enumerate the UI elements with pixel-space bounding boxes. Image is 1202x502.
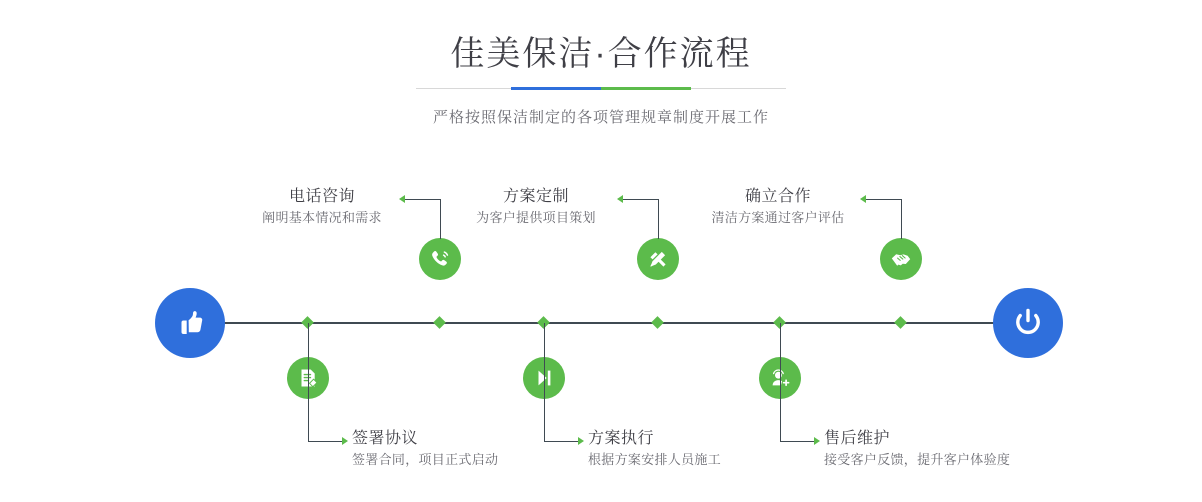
- connector-vertical-4: [544, 323, 545, 441]
- page-title: 佳美保洁·合作流程: [450, 35, 752, 73]
- step-desc-2: 签署合同，项目正式启动: [352, 452, 499, 467]
- connector-arrow-1: [399, 195, 405, 203]
- step-name-1: 电话咨询: [288, 188, 355, 205]
- step-icon-1: [419, 238, 461, 280]
- connector-vertical-2: [308, 323, 309, 441]
- timeline-end-node: [993, 288, 1063, 358]
- step-label-3: [458, 186, 614, 228]
- connector-horizontal-4: [544, 441, 578, 442]
- axis-marker-1: [433, 316, 446, 329]
- step-name-5: 确立合作: [744, 188, 811, 205]
- step-name-4: 方案执行: [588, 430, 655, 447]
- connector-vertical-6: [780, 323, 781, 441]
- connector-arrow-6: [814, 437, 820, 445]
- connector-vertical-1: [440, 199, 441, 239]
- connector-arrow-4: [578, 437, 584, 445]
- power-icon: [1009, 304, 1047, 342]
- step-desc-4: 根据方案安排人员施工: [588, 452, 722, 467]
- step-desc-5: 清洁方案通过客户评估: [711, 210, 845, 225]
- step-desc-1: 阐明基本情况和需求: [262, 210, 382, 225]
- step-label-6: [824, 428, 1084, 470]
- step-icon-5: [880, 238, 922, 280]
- connector-horizontal-3: [623, 199, 659, 200]
- diagram-header: [0, 30, 1202, 127]
- title-divider: [416, 84, 786, 94]
- connector-horizontal-1: [405, 199, 441, 200]
- step-name-3: 方案定制: [502, 188, 569, 205]
- connector-vertical-3: [658, 199, 659, 239]
- handshake-icon: [889, 247, 913, 271]
- connector-arrow-3: [617, 195, 623, 203]
- connector-horizontal-6: [780, 441, 814, 442]
- step-label-5: [700, 186, 856, 228]
- timeline-axis: [160, 322, 1042, 324]
- step-icon-3: [637, 238, 679, 280]
- axis-marker-5: [894, 316, 907, 329]
- phone-ring-icon: [428, 247, 452, 271]
- connector-horizontal-2: [308, 441, 342, 442]
- connector-horizontal-5: [866, 199, 902, 200]
- page-subtitle: 严格按照保洁制定的各项管理规章制度开展工作: [432, 109, 769, 126]
- step-name-2: 签署协议: [352, 430, 419, 447]
- axis-marker-3: [651, 316, 664, 329]
- step-label-4: [588, 428, 788, 470]
- divider-accent-green: [601, 87, 691, 90]
- step-name-6: 售后维护: [824, 430, 891, 447]
- divider-accent-blue: [511, 87, 601, 90]
- connector-vertical-5: [901, 199, 902, 239]
- step-label-2: [352, 428, 562, 470]
- pencil-ruler-icon: [646, 247, 670, 271]
- timeline-start-node: [155, 288, 225, 358]
- connector-arrow-5: [860, 195, 866, 203]
- step-desc-3: 为客户提供项目策划: [476, 210, 596, 225]
- step-desc-6: 接受客户反馈，提升客户体验度: [824, 452, 1011, 467]
- connector-arrow-2: [342, 437, 348, 445]
- step-label-1: [248, 186, 396, 228]
- thumbs-up-icon: [172, 305, 208, 341]
